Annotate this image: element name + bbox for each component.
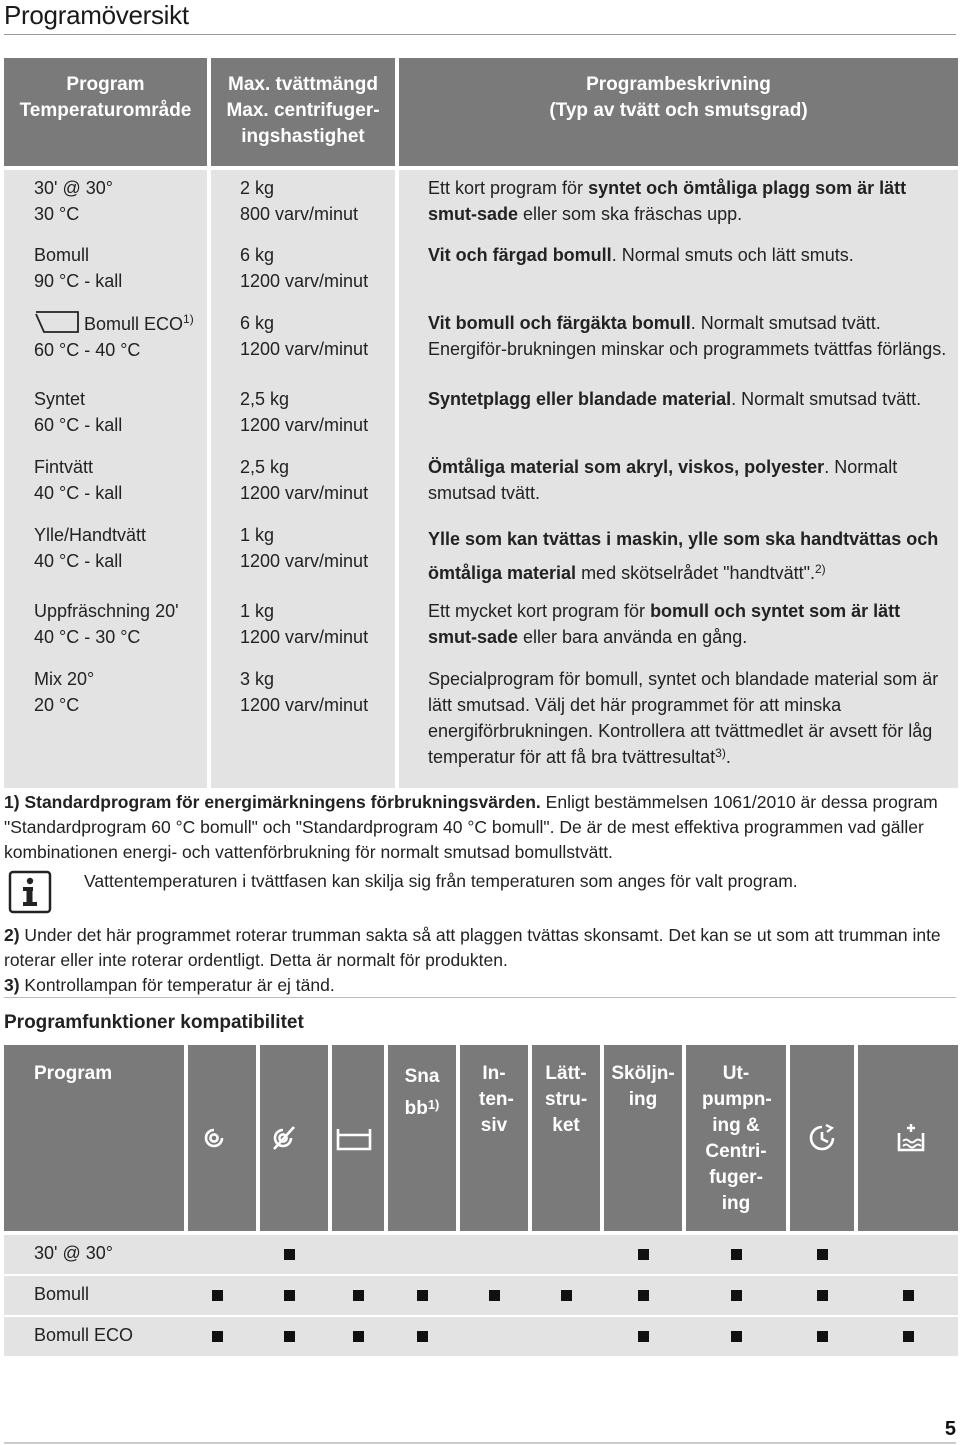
program-speed: 800 varv/minut: [240, 204, 359, 224]
compat-row-label: Bomull: [34, 1284, 90, 1304]
program-load: 6 kg: [240, 313, 275, 333]
compat-mark: [638, 1249, 649, 1260]
compat-mark: [284, 1249, 295, 1260]
header-load: [211, 58, 395, 166]
program-load: 1 kg: [240, 601, 275, 621]
program-speed: 1200 varv/minut: [240, 627, 369, 647]
compat-mark: [284, 1331, 295, 1342]
compat-head-program-label: Program: [34, 1063, 113, 1084]
program-load: 2,5 kg: [240, 389, 290, 409]
program-temp: 60 °C - kall: [34, 415, 123, 435]
compat-mark: [561, 1290, 572, 1301]
footnote-mark: 1): [183, 312, 194, 326]
compat-row: [4, 1235, 958, 1274]
program-name: Syntet: [34, 389, 86, 409]
program-description: Specialprogram för bomull, syntet och blandade material som är lätt smutsad. Välj det här programmet för att minska energiförbrukningen. Kontrollera att tvättmedlet är avsett för låg temperatur för att få bra tvättresultat$^{3)}$.: [428, 669, 939, 767]
footnote-3: 3) Kontrollampan för temperatur är ej tänd.: [4, 975, 335, 995]
program-load: 2 kg: [240, 178, 275, 198]
header-temp-label: Temperaturområde: [19, 100, 192, 121]
header-program: [4, 58, 207, 166]
compat-mark: [489, 1290, 500, 1301]
compat-mark: [212, 1331, 223, 1342]
extra-rinse-icon: [896, 1123, 926, 1153]
compat-row-label: 30' @ 30°: [34, 1243, 113, 1263]
program-name: Ylle/Handtvätt: [34, 525, 147, 545]
program-name: Bomull ECO: [84, 314, 184, 334]
compat-row-label: Bomull ECO: [34, 1325, 134, 1345]
header-desc-label: Programbeskrivning: [586, 74, 771, 95]
program-speed: 1200 varv/minut: [240, 695, 369, 715]
program-speed: 1200 varv/minut: [240, 483, 369, 503]
info-note: Vattentemperaturen i tvättfasen kan skilja sig från temperaturen som anges för valt program.: [84, 871, 798, 891]
program-name: Uppfräschning 20': [34, 601, 179, 621]
program-temp: 40 °C - kall: [34, 551, 123, 571]
program-description: Ömtåliga material som akryl, viskos, polyester. Normalt smutsad tvätt.: [428, 457, 898, 503]
compat-mark: [353, 1331, 364, 1342]
info-icon: [8, 870, 52, 914]
program-speed: 1200 varv/minut: [240, 339, 369, 359]
compat-table: [4, 1045, 958, 1357]
compat-mark: [417, 1290, 428, 1301]
compat-mark: [353, 1290, 364, 1301]
header-description: [399, 58, 958, 166]
compat-mark: [731, 1249, 742, 1260]
program-name: Bomull: [34, 245, 90, 265]
title-divider: [4, 34, 956, 35]
program-description: Ett mycket kort program för bomull och syntet som är lätt smut-sade eller bara använda en gång.: [428, 601, 901, 647]
header-load-label: Max. tvättmängd: [228, 74, 378, 95]
compat-mark: [817, 1290, 828, 1301]
footnote-2: 2) Under det här programmet roterar trumman sakta så att plaggen tvättas skonsamt. Det kan se ut som att trumman inte roterar eller inte roterar ordentligt. Detta är normalt för produkten.: [4, 925, 941, 970]
program-description: Syntetplagg eller blandade material. Normalt smutsad tvätt.: [428, 389, 922, 409]
program-speed: 1200 varv/minut: [240, 271, 369, 291]
page-number: 5: [944, 1418, 956, 1440]
program-speed: 1200 varv/minut: [240, 415, 369, 435]
no-spin-icon: [268, 1123, 298, 1153]
compat-row: [4, 1276, 958, 1315]
program-table: [4, 58, 958, 788]
footnote-mark: 2): [814, 562, 826, 576]
footnote-1: 1) Standardprogram för energimärkningens förbrukningsvärden. Enligt bestämmelsen 1061/2010 är dessa program "Standardprogram 60 °C bomull" och "Standardprogram 40 °C bomull". De är de mest effektiva programmen vad gäller kombinationen energi- och vattenförbrukning för normalt smutsad bomullstvätt.: [4, 792, 938, 862]
program-temp: 40 °C - 30 °C: [34, 627, 141, 647]
program-load: 6 kg: [240, 245, 275, 265]
program-description: Ylle som kan tvättas i maskin, ylle som ska handtvättas och ömtåliga material med skötselrådet "handtvätt".$^{2)}$: [428, 529, 939, 583]
compat-mark: [817, 1331, 828, 1342]
program-name: Mix 20°: [34, 669, 95, 689]
program-load: 1 kg: [240, 525, 275, 545]
page-title: Programöversikt: [4, 0, 189, 30]
rinse-hold-icon: [336, 1123, 372, 1153]
compat-mark: [731, 1331, 742, 1342]
program-description: Vit och färgad bomull. Normal smuts och lätt smuts.: [428, 245, 854, 265]
eco-tub-icon: [34, 310, 80, 334]
program-temp: 20 °C: [34, 695, 80, 715]
program-temp: 30 °C: [34, 204, 80, 224]
section-title: Programfunktioner kompatibilitet: [4, 1012, 304, 1033]
program-description: Ett kort program för syntet och ömtåliga plagg som är lätt smut-sade eller som ska fräschas upp.: [428, 178, 907, 224]
compat-head-lattstruket: Lätt- stru- ket: [545, 1063, 588, 1136]
compat-head-snabb: Sna $bb^{1)}$: [404, 1066, 440, 1119]
spin-icon: [199, 1123, 229, 1153]
compat-mark: [638, 1331, 649, 1342]
compat-mark: [638, 1290, 649, 1301]
header-desc-sub: (Typ av tvätt och smutsgrad): [549, 100, 808, 121]
program-load: 2,5 kg: [240, 457, 290, 477]
program-description: Vit bomull och färgäkta bomull. Normalt smutsad tvätt. Energiför-brukningen minskar och programmets tvättfas förlängs.: [428, 313, 947, 359]
compat-mark: [903, 1290, 914, 1301]
header-speed-label-2: ingshastighet: [241, 126, 365, 147]
program-load: 3 kg: [240, 669, 275, 689]
delay-start-icon: [807, 1123, 837, 1153]
program-name: 30' @ 30°: [34, 178, 113, 198]
compat-mark: [817, 1249, 828, 1260]
program-temp: 90 °C - kall: [34, 271, 123, 291]
compat-mark: [731, 1290, 742, 1301]
compat-mark: [284, 1290, 295, 1301]
compat-head-skoljning: Sköljn- ing: [611, 1063, 675, 1110]
section-divider: [4, 997, 956, 998]
header-speed-label: Max. centrifuger-: [226, 100, 380, 121]
compat-mark: [417, 1331, 428, 1342]
compat-head-utpumpning: Ut- pumpn- ing & Centri- fuger- ing: [702, 1063, 772, 1214]
compat-mark: [903, 1331, 914, 1342]
footnote-mark: 3): [715, 746, 726, 760]
compat-mark: [212, 1290, 223, 1301]
program-name: Fintvätt: [34, 457, 94, 477]
header-program-label: Program: [66, 74, 145, 95]
compat-head-intensiv: In- ten- siv: [479, 1063, 514, 1136]
compat-row: [4, 1317, 958, 1356]
program-speed: 1200 varv/minut: [240, 551, 369, 571]
program-temp: 40 °C - kall: [34, 483, 123, 503]
page-footer-rule: [4, 1442, 956, 1444]
program-temp: 60 °C - 40 °C: [34, 340, 141, 360]
